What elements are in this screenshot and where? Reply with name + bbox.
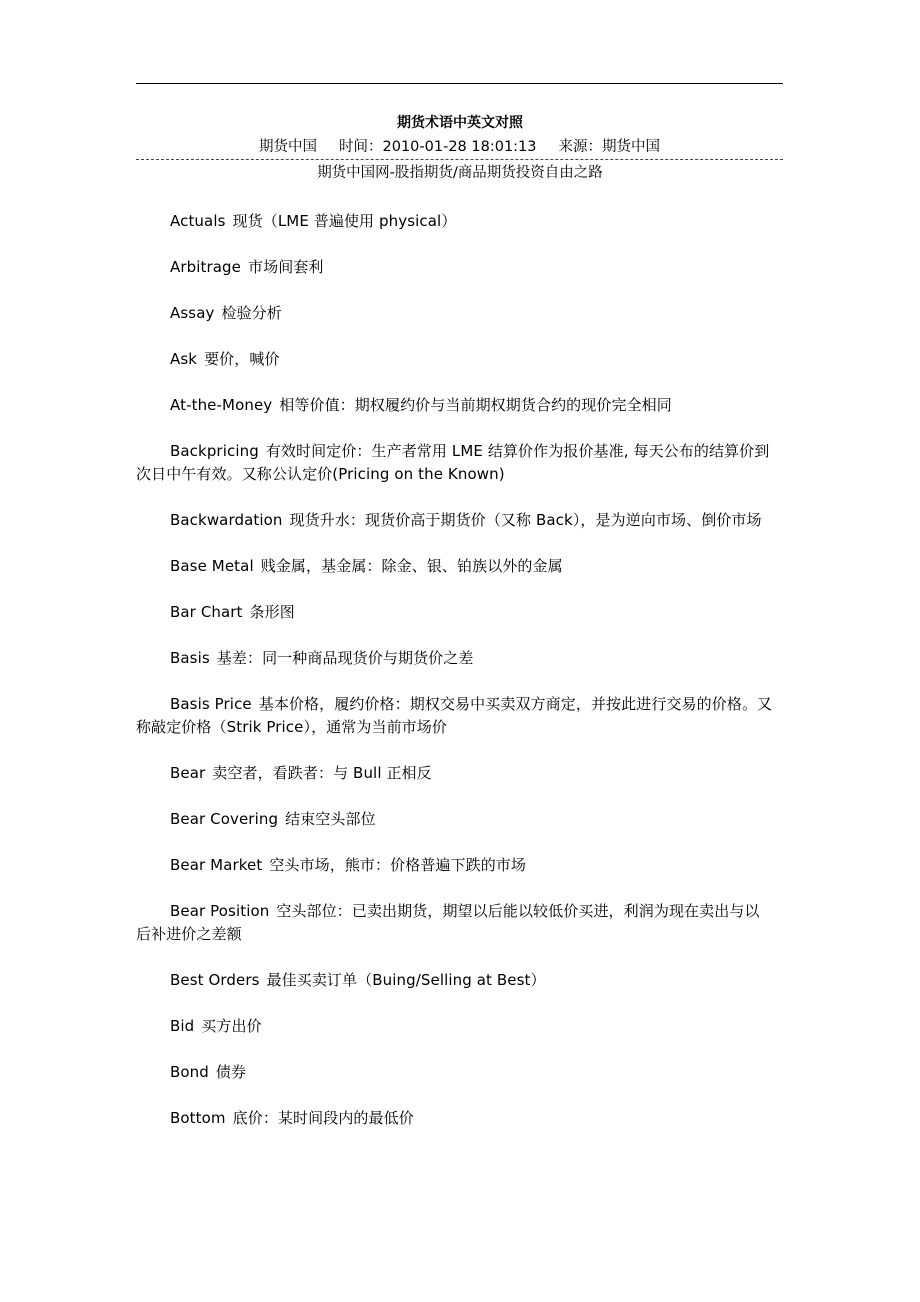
entry-definition: 检验分析 — [221, 304, 282, 322]
glossary-entry — [136, 762, 774, 785]
entry-definition: 买方出价 — [201, 1017, 262, 1035]
glossary-entry — [136, 509, 774, 532]
top-rule — [136, 83, 783, 84]
entry-definition: 市场间套利 — [248, 258, 324, 276]
glossary-entry — [136, 693, 774, 739]
entry-term: Basis Price — [170, 695, 252, 713]
entry-definition: 空头部位：已卖出期货，期望以后能以较低价买进，利润为现在卖出与以后补进价之差额 — [136, 902, 760, 943]
entry-definition: 有效时间定价：生产者常用 LME 结算价作为报价基准, 每天公布的结算价到次日中午有效。又称公认定价(Pricing on the Known) — [136, 442, 770, 483]
entry-definition: 条形图 — [249, 603, 295, 621]
entry-term: Bottom — [170, 1109, 226, 1127]
glossary-entry — [136, 555, 774, 578]
entry-term: Backwardation — [170, 511, 283, 529]
glossary-entry — [136, 808, 774, 831]
entry-term: Best Orders — [170, 971, 260, 989]
entry-definition: 要价，喊价 — [204, 350, 280, 368]
dashed-divider — [136, 159, 783, 160]
glossary-list — [136, 210, 774, 1153]
entry-term: Arbitrage — [170, 258, 242, 276]
glossary-entry — [136, 1107, 774, 1130]
entry-term: Bear Position — [170, 902, 270, 920]
entry-term: Assay — [170, 304, 215, 322]
glossary-entry — [136, 1015, 774, 1038]
entry-definition: 卖空者，看跌者：与 Bull 正相反 — [212, 764, 432, 782]
glossary-entry — [136, 601, 774, 624]
entry-definition: 贱金属，基金属：除金、银、铂族以外的金属 — [260, 557, 563, 575]
glossary-entry — [136, 647, 774, 670]
entry-term: Bond — [170, 1063, 209, 1081]
entry-definition: 底价：某时间段内的最低价 — [232, 1109, 414, 1127]
entry-term: At-the-Money — [170, 396, 273, 414]
meta-author: 期货中国 — [259, 139, 317, 155]
entry-term: Bear Market — [170, 856, 263, 874]
glossary-entry — [136, 210, 774, 233]
entry-definition: 债券 — [215, 1063, 247, 1081]
meta-time-value: 2010-01-28 18:01:13 — [382, 139, 537, 155]
entry-definition: 现货升水：现货价高于期货价（又称 Back），是为逆向市场、倒价市场 — [289, 511, 762, 529]
article-meta — [136, 137, 783, 157]
glossary-entry — [136, 256, 774, 279]
glossary-entry — [136, 302, 774, 325]
glossary-entry — [136, 1061, 774, 1084]
entry-definition: 相等价值：期权履约价与当前期权期货合约的现价完全相同 — [279, 396, 672, 414]
entry-definition: 最佳买卖订单（Buing/Selling at Best） — [266, 971, 546, 989]
entry-term: Bar Chart — [170, 603, 243, 621]
entry-definition: 空头市场，熊市：价格普遍下跌的市场 — [269, 856, 527, 874]
glossary-entry — [136, 348, 774, 371]
entry-term: Bid — [170, 1017, 195, 1035]
entry-term: Bear — [170, 764, 206, 782]
meta-source-label: 来源： — [558, 139, 602, 155]
entry-term: Bear Covering — [170, 810, 279, 828]
entry-term: Basis — [170, 649, 210, 667]
meta-source-value: 期货中国 — [602, 139, 660, 155]
entry-term: Backpricing — [170, 442, 259, 460]
glossary-entry — [136, 394, 774, 417]
entry-term: Actuals — [170, 212, 226, 230]
meta-time-label: 时间： — [339, 139, 383, 155]
glossary-entry — [136, 969, 774, 992]
entry-term: Base Metal — [170, 557, 254, 575]
glossary-entry — [136, 440, 774, 486]
entry-term: Ask — [170, 350, 198, 368]
entry-definition: 基本价格，履约价格：期权交易中买卖双方商定，并按此进行交易的价格。又称敲定价格（Strik Price），通常为当前市场价 — [136, 695, 773, 736]
site-subtitle: 期货中国网-股指期货/商品期货投资自由之路 — [317, 165, 603, 181]
entry-definition: 结束空头部位 — [285, 810, 376, 828]
entry-definition: 现货（LME 普遍使用 physical） — [232, 212, 457, 230]
page-title: 期货术语中英文对照 — [397, 115, 523, 131]
glossary-entry — [136, 854, 774, 877]
glossary-entry — [136, 900, 774, 946]
entry-definition: 基差：同一种商品现货价与期货价之差 — [216, 649, 474, 667]
